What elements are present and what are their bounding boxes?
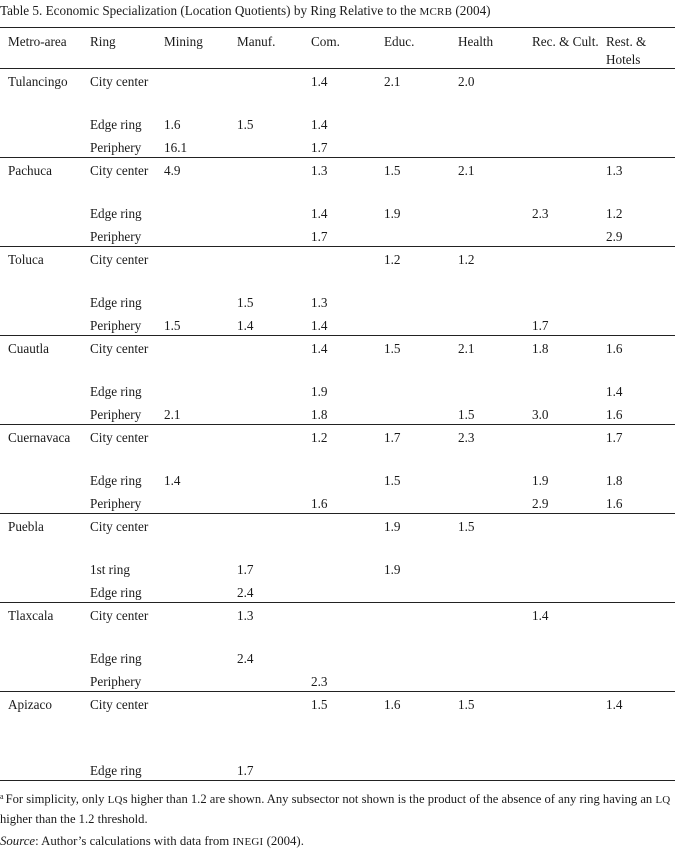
group-separator-rule — [0, 424, 675, 425]
source-text: : Author’s calculations with data from — [35, 834, 233, 848]
lq-value: 1.6 — [606, 496, 623, 511]
ring-label: City center — [90, 163, 149, 178]
ring-label: Periphery — [90, 496, 142, 511]
lq-value: 1.5 — [164, 318, 181, 333]
lq-value: 1.4 — [311, 341, 328, 356]
group-separator-rule — [0, 157, 675, 158]
lq-value: 1.4 — [164, 473, 181, 488]
lq-value: 1.9 — [384, 206, 401, 221]
title-year: (2004) — [452, 3, 491, 18]
ring-label: City center — [90, 697, 149, 712]
lq-value: 1.4 — [311, 206, 328, 221]
lq-value: 1.9 — [311, 384, 328, 399]
lq-value: 1.2 — [384, 252, 401, 267]
group-separator-rule — [0, 246, 675, 247]
column-header: Manuf. — [237, 34, 276, 49]
ring-label: City center — [90, 252, 149, 267]
lq-value: 1.4 — [237, 318, 254, 333]
lq-value: 1.7 — [384, 430, 401, 445]
lq-value: 1.7 — [237, 763, 254, 778]
lq-value: 1.5 — [384, 341, 401, 356]
title-abbreviation: MCRB — [419, 6, 453, 18]
lq-value: 1.5 — [237, 295, 254, 310]
lq-value: 4.9 — [164, 163, 181, 178]
source-note — [0, 832, 675, 851]
ring-label: Edge ring — [90, 585, 142, 600]
lq-value: 1.8 — [606, 473, 623, 488]
lq-value: 1.7 — [311, 140, 328, 155]
lq-value: 1.6 — [606, 341, 623, 356]
ring-label: City center — [90, 74, 149, 89]
ring-label: City center — [90, 608, 149, 623]
footnote-abbreviation: LQ — [655, 794, 671, 806]
column-header: Mining — [164, 34, 203, 49]
lq-value: 1.4 — [311, 74, 328, 89]
ring-label: City center — [90, 341, 149, 356]
lq-value: 1.9 — [384, 519, 401, 534]
lq-value: 1.6 — [311, 496, 328, 511]
table-bottom-rule — [0, 780, 675, 781]
lq-value: 1.4 — [311, 117, 328, 132]
lq-value: 1.2 — [311, 430, 328, 445]
column-header: Rec. & Cult. — [532, 34, 599, 49]
lq-value: 1.5 — [311, 697, 328, 712]
column-header: Ring — [90, 34, 116, 49]
metro-area-name: Toluca — [8, 252, 44, 267]
lq-value: 1.3 — [237, 608, 254, 623]
column-header: Metro-area — [8, 34, 67, 49]
metro-area-name: Tulancingo — [8, 74, 68, 89]
lq-value: 1.4 — [311, 318, 328, 333]
footnote-text: For simplicity, only — [5, 792, 108, 806]
lq-value: 2.1 — [458, 163, 475, 178]
lq-value: 1.4 — [532, 608, 549, 623]
group-separator-rule — [0, 691, 675, 692]
metro-area-name: Apizaco — [8, 697, 52, 712]
source-abbreviation: INEGI — [232, 836, 264, 848]
lq-value: 1.7 — [532, 318, 549, 333]
title-text: Table 5. Economic Specialization (Location Quotients) by Ring Relative to the — [0, 3, 420, 18]
lq-value: 2.9 — [532, 496, 549, 511]
lq-value: 1.4 — [606, 384, 623, 399]
source-label: Source — [0, 834, 36, 848]
ring-label: Edge ring — [90, 651, 142, 666]
ring-label: Periphery — [90, 318, 142, 333]
ring-label: Edge ring — [90, 473, 142, 488]
lq-value: 1.7 — [237, 562, 254, 577]
ring-label: Edge ring — [90, 117, 142, 132]
lq-value: 1.5 — [384, 163, 401, 178]
metro-area-name: Cuernavaca — [8, 430, 71, 445]
ring-label: City center — [90, 519, 149, 534]
lq-value: 3.0 — [532, 407, 549, 422]
ring-label: Edge ring — [90, 295, 142, 310]
lq-value: 1.3 — [311, 295, 328, 310]
column-header: Rest. & Hotels — [606, 34, 647, 67]
footnote — [0, 788, 675, 828]
table-title — [0, 2, 675, 21]
lq-value: 1.5 — [458, 519, 475, 534]
lq-value: 2.3 — [311, 674, 328, 689]
group-separator-rule — [0, 335, 675, 336]
column-header: Educ. — [384, 34, 415, 49]
source-year: (2004). — [263, 834, 304, 848]
ring-label: Periphery — [90, 674, 142, 689]
lq-value: 1.2 — [458, 252, 475, 267]
lq-value: 1.9 — [384, 562, 401, 577]
ring-label: 1st ring — [90, 562, 130, 577]
lq-value: 2.1 — [458, 341, 475, 356]
metro-area-name: Puebla — [8, 519, 44, 534]
lq-value: 1.6 — [164, 117, 181, 132]
lq-value: 1.5 — [458, 697, 475, 712]
ring-label: Edge ring — [90, 384, 142, 399]
lq-value: 2.4 — [237, 651, 254, 666]
lq-value: 1.5 — [237, 117, 254, 132]
lq-value: 1.7 — [606, 430, 623, 445]
table-top-rule — [0, 27, 675, 28]
lq-value: 2.1 — [384, 74, 401, 89]
lq-value: 2.3 — [458, 430, 475, 445]
lq-value: 1.6 — [606, 407, 623, 422]
column-header: Health — [458, 34, 494, 49]
lq-value: 1.8 — [532, 341, 549, 356]
metro-area-name: Cuautla — [8, 341, 50, 356]
footnote-text: s higher than 1.2 are shown. Any subsector not shown is the product of the absence of any ring having an — [122, 792, 656, 806]
ring-label: Periphery — [90, 140, 142, 155]
column-header: Com. — [311, 34, 340, 49]
ring-label: Edge ring — [90, 763, 142, 778]
lq-value: 1.2 — [606, 206, 623, 221]
lq-value: 2.1 — [164, 407, 181, 422]
lq-value: 1.4 — [606, 697, 623, 712]
lq-value: 1.9 — [532, 473, 549, 488]
lq-value: 2.0 — [458, 74, 475, 89]
lq-value: 1.5 — [458, 407, 475, 422]
group-separator-rule — [0, 602, 675, 603]
ring-label: Periphery — [90, 407, 142, 422]
footnote-abbreviation: LQ — [107, 794, 123, 806]
footnote-marker: a — [0, 792, 4, 801]
metro-area-name: Pachuca — [8, 163, 52, 178]
lq-value: 1.7 — [311, 229, 328, 244]
lq-value: 2.3 — [532, 206, 549, 221]
ring-label: City center — [90, 430, 149, 445]
lq-value: 1.3 — [606, 163, 623, 178]
lq-value: 1.5 — [384, 473, 401, 488]
lq-value: 2.9 — [606, 229, 623, 244]
lq-value: 2.4 — [237, 585, 254, 600]
lq-value: 1.8 — [311, 407, 328, 422]
ring-label: Edge ring — [90, 206, 142, 221]
group-separator-rule — [0, 513, 675, 514]
lq-value: 16.1 — [164, 140, 188, 155]
ring-label: Periphery — [90, 229, 142, 244]
metro-area-name: Tlaxcala — [8, 608, 54, 623]
header-rule — [0, 68, 675, 69]
footnote-text: higher than the 1.2 threshold. — [0, 811, 148, 826]
lq-value: 1.6 — [384, 697, 401, 712]
lq-value: 1.3 — [311, 163, 328, 178]
